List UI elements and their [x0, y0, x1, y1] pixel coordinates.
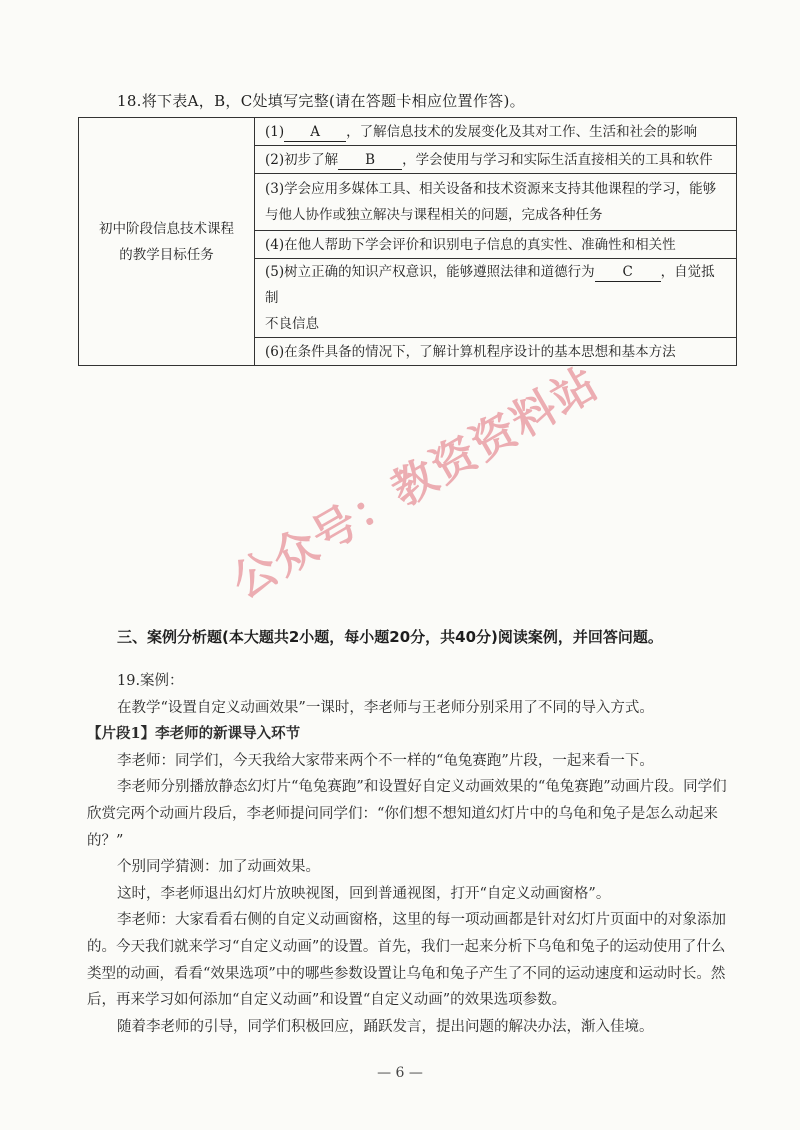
objective-item-3: (3)学会应用多媒体工具、相关设备和技术资源来支持其他课程的学习，能够 与他人协作或独立解决与课程相关的问题，完成各种任务	[255, 174, 737, 231]
section-3-title: 三、案例分析题(本大题共2小题，每小题20分，共40分)阅读案例，并回答问题。	[117, 628, 663, 646]
objective-item-5: (5)树立正确的知识产权意识，能够遵照法律和道德行为 C ，自觉抵制 不良信息	[255, 259, 737, 338]
question-18-title: 18.将下表A，B，C处填写完整(请在答题卡相应位置作答)。	[117, 92, 525, 110]
case-paragraph-6: 随着李老师的引导，同学们积极回应，踊跃发言，提出问题的解决办法，渐入佳境。	[117, 1018, 654, 1035]
case-intro: 在教学“设置自定义动画效果”一课时，李老师与王老师分别采用了不同的导入方式。	[117, 699, 654, 716]
table-row-header	[79, 118, 255, 366]
case-paragraph-1: 李老师：同学们，今天我给大家带来两个不一样的“龟兔赛跑”片段，一起来看一下。	[117, 752, 654, 769]
segment-heading: 【片段1】李老师的新课导入环节	[87, 725, 301, 743]
case-19	[87, 668, 737, 1040]
watermark: 公众号：教资资料站	[223, 357, 608, 609]
case-heading: 19.案例：	[117, 673, 184, 689]
case-paragraph-5: 李老师：大家看看右侧的自定义动画窗格，这里的每一项动画都是针对幻灯片页面中的对象添加的。今天我们就来学习“自定义动画”的设置。首先，我们一起来分析下乌龟和兔子的运动使用了什么类型的动画，看看“效果选项”中的哪些参数设置让乌龟和兔子产生了不同的运动速度和运动时长。然后，再来学习如何添加“自定义动画”和设置“自定义动画”的效果选项参数。	[87, 912, 726, 1009]
blank-c: C	[595, 263, 661, 282]
page-number: — 6 —	[377, 1065, 423, 1081]
objective-item-6: (6)在条件具备的情况下，了解计算机程序设计的基本思想和基本方法	[255, 338, 737, 366]
objective-item-1: (1) A ，了解信息技术的发展变化及其对工作、生活和社会的影响	[255, 118, 737, 146]
row-header-line-2: 的教学目标任务	[119, 246, 214, 263]
objective-item-2: (2)初步了解 B ，学会使用与学习和实际生活直接相关的工具和软件	[255, 146, 737, 174]
blank-b: B	[338, 151, 402, 170]
case-paragraph-4: 这时，李老师退出幻灯片放映视图，回到普通视图，打开“自定义动画窗格”。	[117, 885, 611, 902]
blank-a: A	[284, 123, 346, 142]
row-header-line-1: 初中阶段信息技术课程	[99, 220, 234, 237]
case-paragraph-3: 个别同学猜测：加了动画效果。	[117, 859, 320, 876]
case-paragraph-2: 李老师分别播放静态幻灯片“龟兔赛跑”和设置好自定义动画效果的“龟兔赛跑”动画片段。同学们欣赏完两个动画片段后，李老师提问同学们：“你们想不想知道幻灯片中的乌龟和兔子是怎么动起来的？”	[87, 779, 727, 849]
objective-item-4: (4)在他人帮助下学会评价和识别电子信息的真实性、准确性和相关性	[255, 231, 737, 259]
objectives-table	[78, 117, 737, 366]
